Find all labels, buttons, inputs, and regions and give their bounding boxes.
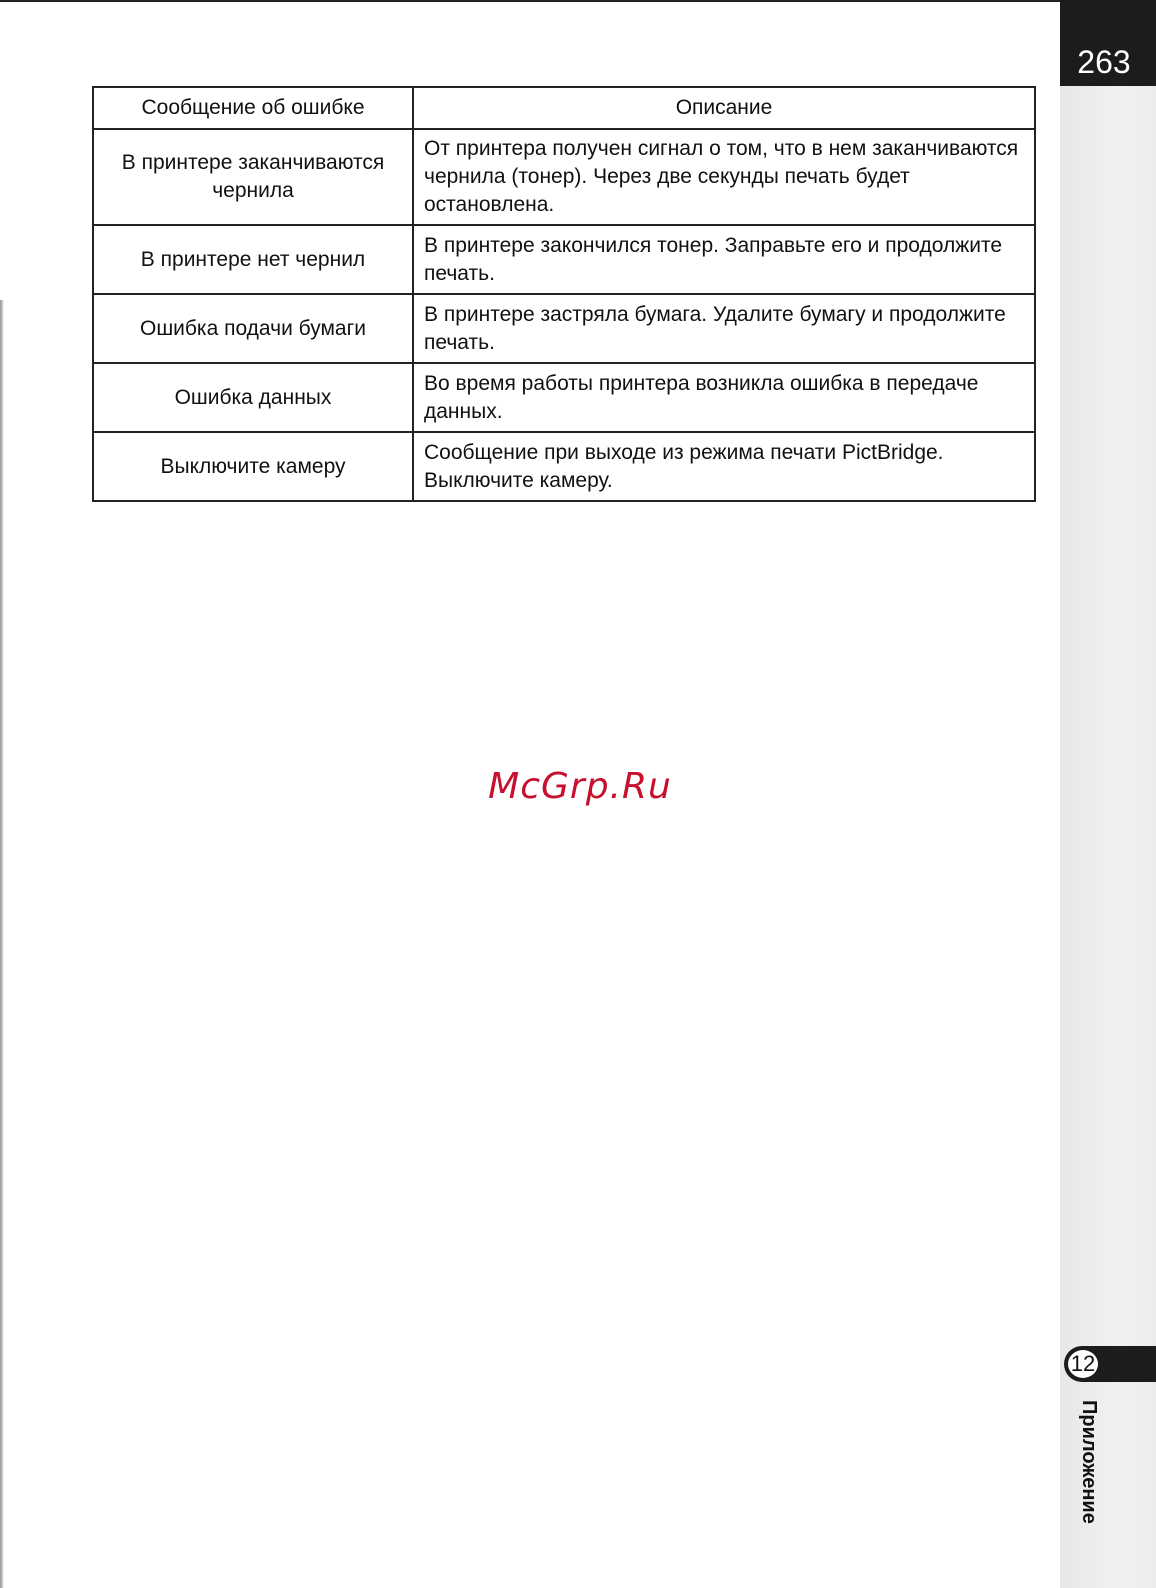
description-cell: От принтера получен сигнал о том, что в нем заканчиваются чернила (тонер). Через две секунды печать будет остановлена.: [413, 129, 1035, 225]
description-cell: Сообщение при выходе из режима печати PictBridge. Выключите камеру.: [413, 432, 1035, 501]
chapter-number: 12: [1066, 1348, 1100, 1380]
description-cell: В принтере закончился тонер. Заправьте его и продолжите печать.: [413, 225, 1035, 294]
column-header-description: Описание: [413, 87, 1035, 129]
error-message-cell: Выключите камеру: [93, 432, 413, 501]
table-row: [93, 129, 1035, 225]
watermark: McGrp.Ru: [488, 766, 672, 807]
scan-edge-shadow: [0, 300, 4, 1588]
chapter-title: Приложение: [1078, 1400, 1100, 1524]
table-row: [93, 432, 1035, 501]
page-number: 263: [1077, 44, 1131, 80]
table-row: [93, 363, 1035, 432]
description-cell: В принтере застряла бумага. Удалите бумагу и продолжите печать.: [413, 294, 1035, 363]
table-row: [93, 294, 1035, 363]
error-message-cell: В принтере заканчиваются чернила: [93, 129, 413, 225]
column-header-message: Сообщение об ошибке: [93, 87, 413, 129]
top-rule: [0, 0, 1060, 2]
error-message-cell: В принтере нет чернил: [93, 225, 413, 294]
error-messages-table: [92, 86, 1036, 502]
table-header-row: [93, 87, 1035, 129]
description-cell: Во время работы принтера возникла ошибка в передаче данных.: [413, 363, 1035, 432]
table-row: [93, 225, 1035, 294]
error-message-cell: Ошибка данных: [93, 363, 413, 432]
error-message-cell: Ошибка подачи бумаги: [93, 294, 413, 363]
